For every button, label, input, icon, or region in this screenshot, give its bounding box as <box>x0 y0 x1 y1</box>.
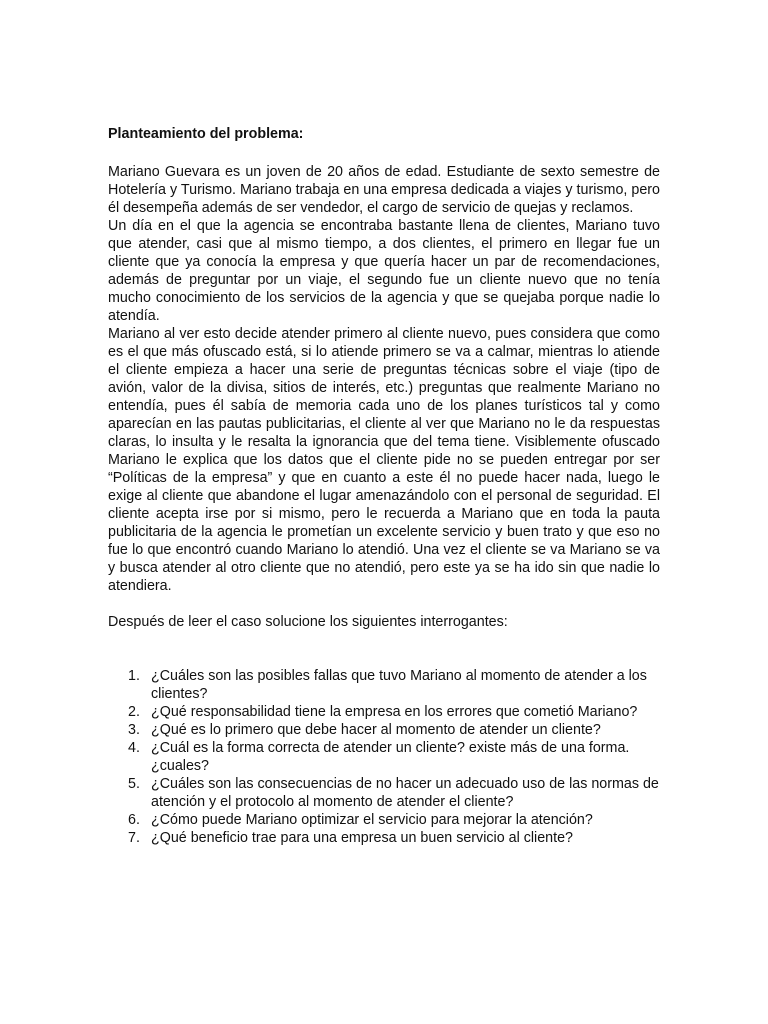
question-number: 6. <box>128 812 140 828</box>
paragraph-development: Mariano al ver esto decide atender primero al cliente nuevo, pues considera que como es el que más ofuscado está, si lo atiende primero se va a calmar, mientras lo atiende el cliente empieza a hacer una serie de preguntas técnicas sobre el viaje (tipo de avión, valor de la divisa, sitios de interés, etc.) preguntas que realmente Mariano no entendía, pues él sabía de memoria cada uno de los planes turísticos tal y como aparecían en las pautas publicitarias, el cliente al ver que Mariano no le da respuestas claras, lo insulta y le resalta la ignorancia que del tema tiene. Visiblemente ofuscado Mariano le explica que los datos que el cliente pide no se pueden entregar por ser “Políticas de la empresa” y que en cuanto a este él no puede hacer nada, luego le exige al cliente que abandone el lugar amenazándolo con el personal de seguridad. El cliente acepta irse por si mismo, pero le recuerda a Mariano que en toda la pauta publicitaria de la agencia le prometían un excelente servicio y buen trato y que eso no fue lo que encontró cuando Mariano lo atendió. Una vez el cliente se va Mariano se va y busca atender al otro cliente que no atendió, pero este ya se ha ido sin que nadie lo atendiera. <box>108 326 660 594</box>
question-text: ¿Cuál es la forma correcta de atender un cliente? existe más de una forma. ¿cuales? <box>151 740 630 774</box>
question-text: ¿Qué responsabilidad tiene la empresa en los errores que cometió Mariano? <box>151 704 638 720</box>
question-item <box>108 829 660 847</box>
question-text: ¿Cómo puede Mariano optimizar el servicio para mejorar la atención? <box>151 812 593 828</box>
question-item <box>108 703 660 721</box>
question-item <box>108 721 660 739</box>
question-number: 5. <box>128 776 140 792</box>
questions-list <box>108 667 660 847</box>
questions-intro: Después de leer el caso solucione los siguientes interrogantes: <box>108 614 508 630</box>
question-number: 3. <box>128 722 140 738</box>
question-number: 2. <box>128 704 140 720</box>
question-item <box>108 667 660 703</box>
document-page <box>108 125 660 847</box>
question-text: ¿Cuáles son las consecuencias de no hacer un adecuado uso de las normas de atención y el protocolo al momento de atender el cliente? <box>151 776 659 810</box>
question-text: ¿Qué es lo primero que debe hacer al momento de atender un cliente? <box>151 722 601 738</box>
question-item <box>108 775 660 811</box>
paragraph-introduction: Mariano Guevara es un joven de 20 años de edad. Estudiante de sexto semestre de Hotelería y Turismo. Mariano trabaja en una empresa dedicada a viajes y turismo, pero él desempeña además de ser vendedor, el cargo de servicio de quejas y reclamos. <box>108 164 660 216</box>
question-number: 7. <box>128 830 140 846</box>
question-item <box>108 811 660 829</box>
question-text: ¿Cuáles son las posibles fallas que tuvo Mariano al momento de atender a los clientes? <box>151 668 647 702</box>
question-text: ¿Qué beneficio trae para una empresa un buen servicio al cliente? <box>151 830 574 846</box>
question-number: 1. <box>128 668 140 684</box>
question-item <box>108 739 660 775</box>
paragraph-situation: Un día en el que la agencia se encontraba bastante llena de clientes, Mariano tuvo que atender, casi que al mismo tiempo, a dos clientes, el primero en llegar fue un cliente que ya conocía la empresa y que quería hacer un par de recomendaciones, además de preguntar por un viaje, el segundo fue un cliente nuevo que no tenía mucho conocimiento de los servicios de la agencia y que se quejaba porque nadie lo atendía. <box>108 218 660 324</box>
paragraph-spacer <box>108 595 660 613</box>
document-heading: Planteamiento del problema: <box>108 126 304 142</box>
question-number: 4. <box>128 740 140 756</box>
